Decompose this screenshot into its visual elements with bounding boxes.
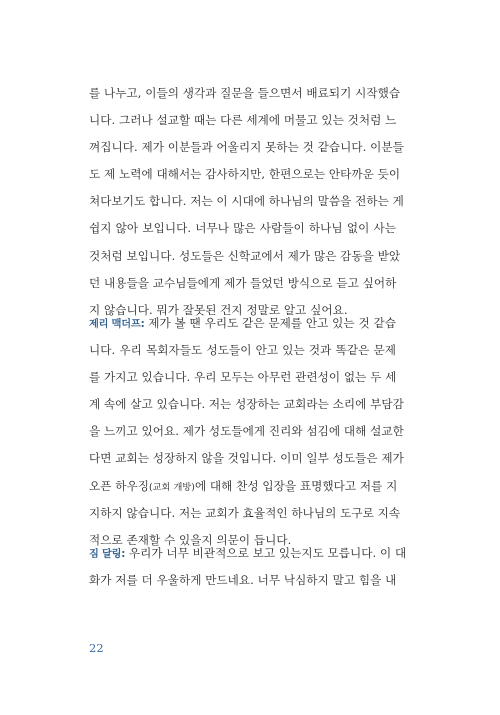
text-line: 던 내용들을 교수님들에게 제가 들었던 방식으로 듣고 싶어하 bbox=[89, 275, 397, 290]
text-line: 쉽지 않아 보입니다. 너무나 많은 사람들이 하나님 없이 사는 bbox=[89, 221, 396, 236]
speaker-label: 제리 맥더프: bbox=[89, 319, 145, 330]
text-line bbox=[89, 479, 396, 493]
text-line: 를 가지고 있습니다. 우리 모두는 아무런 관련성이 없는 두 세 bbox=[89, 370, 397, 385]
text-line: 도 제 노력에 대해서는 감사하지만, 한편으로는 안타까운 듯이 bbox=[89, 167, 401, 182]
text-line: 니다. 우리 목회자들도 성도들이 안고 있는 것과 똑같은 문제 bbox=[89, 343, 396, 358]
dialogue-text: 우리가 너무 비관적으로 보고 있는지도 모릅니다. 이 대 bbox=[125, 546, 407, 560]
parenthetical-note: (교회 개방) bbox=[148, 481, 195, 493]
dialogue-text: 제가 볼 땐 우리도 같은 문제를 안고 있는 것 같습 bbox=[144, 316, 396, 330]
text-line: 지 않습니다. 뭐가 잘못된 건지 정말로 알고 싶어요. bbox=[89, 302, 348, 317]
dialogue-text: 에 대해 찬성 입장을 표명했다고 저를 지 bbox=[194, 478, 398, 493]
text-line: 껴집니다. 제가 이분들과 어울리지 못하는 것 같습니다. 이분들 bbox=[89, 140, 404, 155]
page-number: 22 bbox=[89, 641, 104, 655]
paragraph-3 bbox=[89, 546, 407, 600]
text-line: 쳐다보기도 합니다. 저는 이 시대에 하나님의 말씀을 전하는 게 bbox=[89, 194, 404, 209]
text-line: 적으로 존재할 수 있을지 의문이 듭니다. bbox=[89, 532, 292, 547]
dialogue-text: 오픈 하우징 bbox=[89, 478, 149, 493]
text-line: 지하지 않습니다. 저는 교회가 효율적인 하나님의 도구로 지속 bbox=[89, 505, 401, 520]
text-line bbox=[89, 546, 407, 560]
text-line: 화가 저를 더 우울하게 만드네요. 너무 낙심하지 말고 힘을 내 bbox=[89, 573, 397, 588]
text-line: 계 속에 살고 있습니다. 저는 성장하는 교회라는 소리에 부담감 bbox=[89, 397, 404, 412]
speaker-label: 짐 달링: bbox=[89, 549, 126, 560]
text-line: 을 느끼고 있어요. 제가 성도들에게 진리와 섬김에 대해 설교한 bbox=[89, 424, 404, 439]
text-line: 니다. 그러나 설교할 때는 다른 세계에 머물고 있는 것처럼 느 bbox=[89, 113, 397, 128]
text-line bbox=[89, 316, 396, 330]
text-line: 다면 교회는 성장하지 않을 것입니다. 이미 일부 성도들은 제가 bbox=[89, 451, 404, 466]
text-line: 것처럼 보입니다. 성도들은 신학교에서 제가 많은 감동을 받았 bbox=[89, 248, 401, 263]
text-line: 를 나누고, 이들의 생각과 질문을 들으면서 배료되기 시작했습 bbox=[89, 86, 401, 100]
paragraph-2 bbox=[89, 316, 404, 560]
paragraph-1 bbox=[89, 86, 404, 330]
